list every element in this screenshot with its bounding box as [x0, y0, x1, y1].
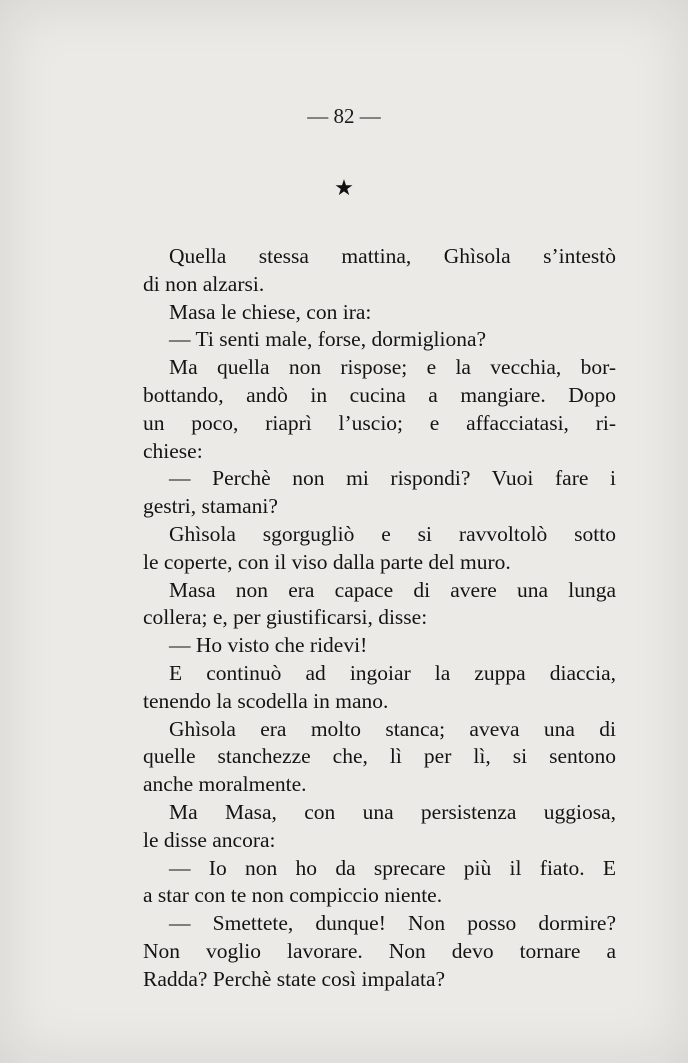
paragraph [143, 799, 616, 855]
paragraph [143, 660, 616, 716]
page-number: — 82 — [307, 104, 381, 128]
text-line: tenendo la scodella in mano. [143, 688, 389, 713]
text-line: — Io non ho da sprecare più il fiato. E [169, 855, 616, 880]
paragraph [143, 716, 616, 799]
text-line: anche moralmente. [143, 772, 307, 797]
text-line: le coperte, con il viso dalla parte del muro. [143, 549, 511, 574]
text-line: Ma quella non rispose; e la vecchia, bor- [169, 355, 616, 380]
text-line: bottando, andò in cucina a mangiare. Dopo [143, 382, 616, 407]
text-line: E continuò ad ingoiar la zuppa diaccia, [169, 660, 616, 685]
text-line: — Ti senti male, forse, dormigliona? [169, 327, 487, 352]
text-line: collera; e, per giustificarsi, disse: [143, 605, 428, 630]
text-line: Non voglio lavorare. Non devo tornare a [143, 938, 616, 963]
dialogue-paragraph [143, 855, 616, 911]
text-line: Ghìsola sgorgugliò e si ravvoltolò sotto [169, 521, 616, 546]
paragraph [143, 243, 616, 299]
body-text [143, 243, 616, 994]
text-line: le disse ancora: [143, 827, 276, 852]
text-line: gestri, stamani? [143, 494, 278, 519]
text-line: — Ho visto che ridevi! [169, 633, 368, 658]
text-line: — Smettete, dunque! Non posso dormire? [169, 911, 616, 936]
paragraph [143, 299, 616, 327]
text-line: Ma Masa, con una persistenza uggiosa, [169, 799, 616, 824]
dialogue-paragraph [143, 465, 616, 521]
paragraph [143, 354, 616, 465]
text-line: quelle stanchezze che, lì per lì, si sentono [143, 744, 616, 769]
text-line: Ghìsola era molto stanca; aveva una di [169, 716, 616, 741]
text-line: Masa non era capace di avere una lunga [169, 577, 616, 602]
text-line: a star con te non compiccio niente. [143, 883, 443, 908]
paragraph [143, 577, 616, 633]
text-line: chiese: [143, 438, 203, 463]
dialogue-paragraph [143, 326, 616, 354]
star-ornament-icon: ★ [334, 176, 354, 201]
text-line: di non alzarsi. [143, 271, 265, 296]
text-line: Masa le chiese, con ira: [169, 299, 372, 324]
text-line: Radda? Perchè state così impalata? [143, 966, 446, 991]
text-line: Quella stessa mattina, Ghìsola s’intestò [169, 244, 616, 268]
paragraph [143, 521, 616, 577]
dialogue-paragraph [143, 632, 616, 660]
text-line: un poco, riaprì l’uscio; e affacciatasi, ri- [143, 410, 616, 435]
dialogue-paragraph [143, 910, 616, 993]
text-line: — Perchè non mi rispondi? Vuoi fare i [169, 466, 616, 491]
